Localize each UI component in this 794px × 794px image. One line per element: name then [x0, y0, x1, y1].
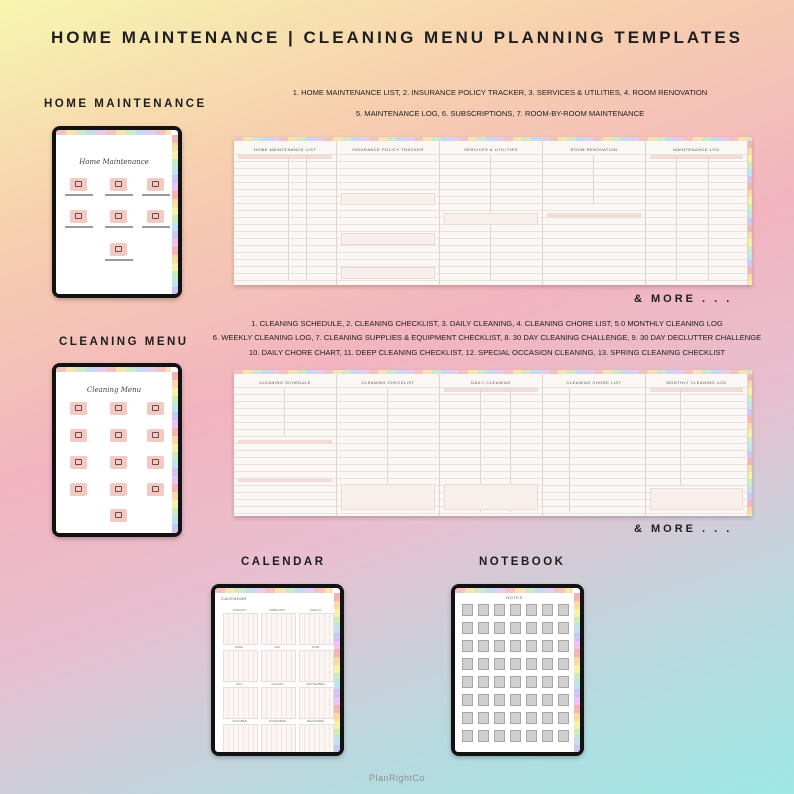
form-block: [341, 193, 435, 205]
calendar-month-grid: [223, 724, 258, 752]
list-icon: [70, 429, 87, 442]
column-divider: [288, 155, 289, 281]
side-tabs: [172, 135, 178, 294]
paper-template-thumbnail: [542, 658, 553, 670]
icon-label: [105, 226, 133, 228]
menu-icon: [70, 178, 87, 191]
paper-template-thumbnail: [462, 694, 473, 706]
calendar-month-name: OCTOBER: [232, 719, 247, 723]
template-page: [543, 374, 646, 516]
paper-template-thumbnail: [510, 694, 521, 706]
icon-label: [65, 226, 93, 228]
log-icon: [147, 429, 164, 442]
paper-template-thumbnail: [558, 730, 569, 742]
paper-template-thumbnail: [558, 640, 569, 652]
paper-template-thumbnail: [494, 694, 505, 706]
notebook-tablet-title: NOTES: [506, 595, 523, 600]
calendar-tablet-screen: [215, 588, 340, 752]
notes-block: [341, 484, 435, 510]
paper-template-thumbnail: [478, 622, 489, 634]
paper-template-thumbnail: [510, 622, 521, 634]
calendar-month-name: AUGUST: [271, 682, 284, 686]
template-page-title: ROOM RENOVATION: [543, 146, 645, 153]
column-header: [238, 155, 332, 159]
home-maintenance-more: & MORE . . .: [634, 293, 733, 305]
cleaning-menu-more: & MORE . . .: [634, 523, 733, 535]
cleaning-menu-list-line-1: 1. CLEANING SCHEDULE, 2. CLEANING CHECKLIST, 3. DAILY CLEANING, 4. CLEANING CHORE LIST, 5.0 MONTHLY CLEANING LOG: [251, 319, 723, 328]
paper-template-thumbnail: [478, 640, 489, 652]
calendar-month-name: APRIL: [235, 645, 244, 649]
cleaning-menu-list-line-2: 6. WEEKLY CLEANING LOG, 7. CLEANING SUPPLIES & EQUIPMENT CHECKLIST, 8. 30 DAY CLEANING CHALLENGE, 9. 30 DAY DECLUTTER CHALLENGE: [212, 333, 762, 342]
cleaning-menu-tablet: [52, 363, 182, 537]
template-page-title: CLEANING CHORE LIST: [543, 379, 645, 386]
shield-icon: [110, 178, 127, 191]
home-maintenance-templates-spread: [234, 137, 752, 285]
check-icon: [70, 483, 87, 496]
paper-template-thumbnail: [542, 622, 553, 634]
paper-template-thumbnail: [526, 658, 537, 670]
notes-block: [444, 484, 538, 510]
column-header: [238, 440, 332, 444]
icon-label: [142, 194, 170, 196]
paper-template-thumbnail: [510, 676, 521, 688]
template-page: [543, 141, 646, 285]
icon-label: [105, 194, 133, 196]
paper-template-thumbnail: [478, 676, 489, 688]
calendar-month-name: JANUARY: [232, 608, 247, 612]
paper-template-thumbnail: [558, 604, 569, 616]
paper-template-thumbnail: [494, 604, 505, 616]
paper-template-thumbnail: [462, 730, 473, 742]
spray-icon: [147, 402, 164, 415]
paper-template-thumbnail: [462, 604, 473, 616]
column-divider: [593, 155, 594, 205]
paper-template-thumbnail: [462, 712, 473, 724]
paper-template-thumbnail: [526, 694, 537, 706]
paper-template-thumbnail: [558, 622, 569, 634]
form-block: [444, 213, 538, 225]
calendar-month-grid: [261, 650, 296, 682]
home-maintenance-tablet: [52, 126, 182, 298]
notes-block: [650, 488, 743, 510]
brand-watermark: PlanRightCo: [368, 773, 426, 783]
main-title: HOME MAINTENANCE | CLEANING MENU PLANNING TEMPLATES: [51, 28, 743, 47]
calendar-section-label: CALENDAR: [241, 556, 326, 568]
calendar-month-name: NOVEMBER: [268, 719, 287, 723]
tools-icon: [147, 178, 164, 191]
side-tabs: [334, 593, 340, 752]
paper-template-thumbnail: [558, 676, 569, 688]
template-page-title: MONTHLY CLEANING LOG: [646, 379, 747, 386]
paper-template-thumbnail: [542, 604, 553, 616]
column-divider: [708, 155, 709, 281]
paper-template-thumbnail: [494, 676, 505, 688]
paper-template-thumbnail: [542, 640, 553, 652]
column-divider: [306, 155, 307, 281]
column-header: [650, 155, 743, 159]
form-block: [341, 233, 435, 245]
cleaning-menu-section-label: CLEANING MENU: [59, 336, 189, 348]
column-divider: [387, 388, 388, 486]
side-tabs: [172, 372, 178, 533]
paper-template-thumbnail: [478, 730, 489, 742]
top-tabs: [56, 130, 171, 135]
form-block: [341, 267, 435, 279]
icon-label: [142, 226, 170, 228]
paper-template-thumbnail: [462, 640, 473, 652]
paper-template-thumbnail: [478, 658, 489, 670]
paper-template-thumbnail: [510, 604, 521, 616]
paper-template-thumbnail: [510, 712, 521, 724]
template-page: [440, 374, 543, 516]
paper-template-thumbnail: [494, 640, 505, 652]
cleaning-menu-templates-spread: [234, 370, 752, 516]
cleaning-menu-list-line-3: 10. DAILY CHORE CHART, 11. DEEP CLEANING CHECKLIST, 12. SPECIAL OCCASION CLEANING, 13. SPRING CLEANING CHECKLIST: [248, 348, 726, 357]
paper-template-thumbnail: [462, 622, 473, 634]
template-page: [234, 141, 337, 285]
house-icon: [110, 243, 127, 256]
home-maintenance-tablet-title: Home Maintenance: [79, 158, 149, 166]
top-tabs: [215, 588, 333, 593]
paper-template-thumbnail: [558, 658, 569, 670]
paper-template-thumbnail: [494, 658, 505, 670]
gear-icon: [110, 210, 127, 223]
column-header: [444, 388, 538, 392]
paper-template-thumbnail: [542, 676, 553, 688]
paper-template-thumbnail: [510, 640, 521, 652]
paper-template-thumbnail: [526, 712, 537, 724]
template-page: [337, 374, 440, 516]
home-maintenance-list-line-2: 5. MAINTENANCE LOG, 6. SUBSCRIPTIONS, 7. ROOM-BY-ROOM MAINTENANCE: [355, 109, 645, 118]
notebook-section-label: NOTEBOOK: [479, 556, 566, 568]
template-page: [646, 141, 748, 285]
calendar-month-grid: [223, 650, 258, 682]
paper-template-thumbnail: [494, 730, 505, 742]
template-page-title: INSURANCE POLICY TRACKER: [337, 146, 439, 153]
bucket-icon: [110, 483, 127, 496]
template-page: [646, 374, 748, 516]
paper-template-thumbnail: [462, 676, 473, 688]
top-tabs: [56, 367, 171, 372]
column-divider: [284, 388, 285, 436]
calendar-month-name: SEPTEMBER: [306, 682, 325, 686]
calendar-month-grid: [223, 613, 258, 645]
template-page: [337, 141, 440, 285]
paper-template-thumbnail: [510, 658, 521, 670]
calendar-month-grid: [299, 613, 334, 645]
calendar-month-grid: [261, 687, 296, 719]
flower-icon: [110, 509, 127, 522]
column-header: [238, 478, 332, 482]
column-divider: [676, 155, 677, 281]
template-page-title: HOME MAINTENANCE LIST: [234, 146, 336, 153]
template-page-title: SERVICES & UTILITIES: [440, 146, 542, 153]
template-page-title: MAINTENANCE LOG: [646, 146, 747, 153]
icon-label: [65, 194, 93, 196]
paper-template-thumbnail: [510, 730, 521, 742]
cleaning-menu-tablet-screen: [56, 367, 178, 533]
template-page-title: DAILY CLEANING: [440, 379, 542, 386]
calendar-month-grid: [261, 724, 296, 752]
column-divider: [680, 388, 681, 486]
home-maintenance-list-line-1: 1. HOME MAINTENANCE LIST, 2. INSURANCE POLICY TRACKER, 3. SERVICES & UTILITIES, 4. ROOM RENOVATION: [292, 88, 708, 97]
clock-icon: [110, 429, 127, 442]
paper-template-thumbnail: [542, 712, 553, 724]
template-page: [440, 141, 543, 285]
paper-template-thumbnail: [494, 622, 505, 634]
template-page-title: CLEANING SCHEDULE: [234, 379, 336, 386]
side-tabs: [574, 593, 580, 752]
template-page: [234, 374, 337, 516]
notebook-tablet-screen: [455, 588, 580, 752]
notebook-tablet: [451, 584, 584, 756]
broom-icon: [110, 456, 127, 469]
paper-template-thumbnail: [542, 694, 553, 706]
paper-template-thumbnail: [478, 712, 489, 724]
calendar-tablet: [211, 584, 344, 756]
paper-template-thumbnail: [478, 604, 489, 616]
paper-template-thumbnail: [542, 730, 553, 742]
cleaning-menu-tablet-title: Cleaning Menu: [86, 386, 142, 394]
top-tabs: [455, 588, 573, 593]
paper-template-thumbnail: [526, 604, 537, 616]
home-maintenance-tablet-screen: [56, 130, 178, 294]
paper-template-thumbnail: [494, 712, 505, 724]
calendar-month-name: MAY: [274, 645, 281, 649]
checklist-icon: [110, 402, 127, 415]
paper-template-thumbnail: [526, 676, 537, 688]
paper-template-thumbnail: [526, 622, 537, 634]
column-header: [650, 388, 743, 392]
supplies-icon: [70, 456, 87, 469]
calendar-month-grid: [299, 687, 334, 719]
calendar-month-name: FEBRUARY: [269, 608, 286, 612]
calendar-month-grid: [261, 613, 296, 645]
log-icon: [70, 210, 87, 223]
calendar-month-name: DECEMBER: [306, 719, 324, 723]
calendar-month-grid: [223, 687, 258, 719]
paint-roller-icon: [147, 210, 164, 223]
column-divider: [569, 388, 570, 512]
paper-template-thumbnail: [526, 640, 537, 652]
calendar-tablet-title: CALENDAR: [221, 596, 247, 601]
house-icon: [147, 456, 164, 469]
home-maintenance-section-label: HOME MAINTENANCE: [44, 98, 207, 110]
paper-template-thumbnail: [558, 694, 569, 706]
sparkle-icon: [147, 483, 164, 496]
column-header: [547, 213, 641, 217]
calendar-month-name: JULY: [235, 682, 244, 686]
calendar-month-grid: [299, 650, 334, 682]
calendar-month-grid: [299, 724, 334, 752]
calendar-icon: [70, 402, 87, 415]
paper-template-thumbnail: [558, 712, 569, 724]
paper-template-thumbnail: [526, 730, 537, 742]
icon-label: [105, 259, 133, 261]
paper-template-thumbnail: [462, 658, 473, 670]
paper-template-thumbnail: [478, 694, 489, 706]
template-page-title: CLEANING CHECKLIST: [337, 379, 439, 386]
calendar-month-name: JUNE: [311, 645, 320, 649]
calendar-month-name: MARCH: [310, 608, 321, 612]
